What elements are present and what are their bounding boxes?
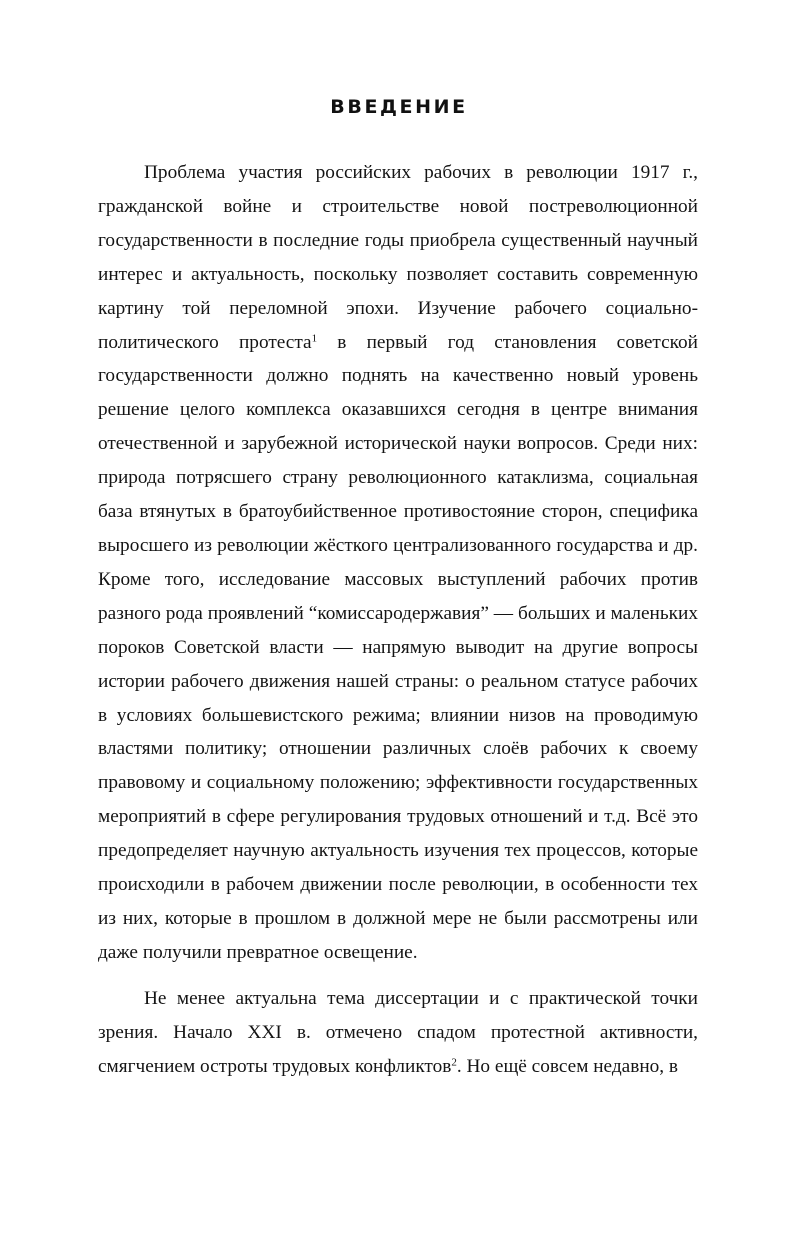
paragraph-2 xyxy=(98,982,698,1084)
paragraph-2-text-a: Не менее актуальна тема диссертации и с практической точки зрения. Начало XXI в. отмечено спадом протестной активности, смягчением остроты трудовых конфликтов xyxy=(98,987,698,1077)
paragraph-1-text-b: в первый год становления советской государственности должно поднять на качественно новый уровень решение целого комплекса оказавшихся сегодня в центре внимания отечественной и зарубежной исторической науки вопросов. Среди них: природа потрясшего страну революционного катаклизма, социальная база втянутых в братоубийственное противостояние сторон, специфика выросшего из революции жёсткого централизованного государства и др. Кроме того, исследование массовых выступлений рабочих против разного рода проявлений “комиссародержавия” — больших и маленьких пороков Советской власти — напрямую выводит на другие вопросы истории рабочего движения нашей страны: о реальном статусе рабочих в условиях большевистского режима; влиянии низов на проводимую властями политику; отношении различных слоёв рабочих к своему правовому и социальному положению; эффективности государственных мероприятий в сфере регулирования трудовых отношений и т.д. Всё это предопределяет научную актуальность изучения тех процессов, которые происходили в рабочем движении после революции, в особенности тех из них, которые в прошлом в должной мере не были рассмотрены или даже получили превратное освещение. xyxy=(98,331,698,963)
paragraph-2-text-b: . Но ещё совсем недавно, в xyxy=(456,1055,679,1077)
footnote-marker-1: 1 xyxy=(311,331,318,344)
paragraph-1-text-a: Проблема участия российских рабочих в революции 1917 г., гражданской войне и строительстве новой постреволюционной государственности в последние годы приобрела существенный научный интерес и актуальность, поскольку позволяет составить современную картину той переломной эпохи. Изучение рабочего социально-политического протеста xyxy=(98,162,698,353)
paragraph-1 xyxy=(98,156,698,970)
footnote-marker-2: 2 xyxy=(451,1055,457,1068)
body-text xyxy=(98,156,698,1083)
page-title: ВВЕДЕНИЕ xyxy=(330,96,468,118)
